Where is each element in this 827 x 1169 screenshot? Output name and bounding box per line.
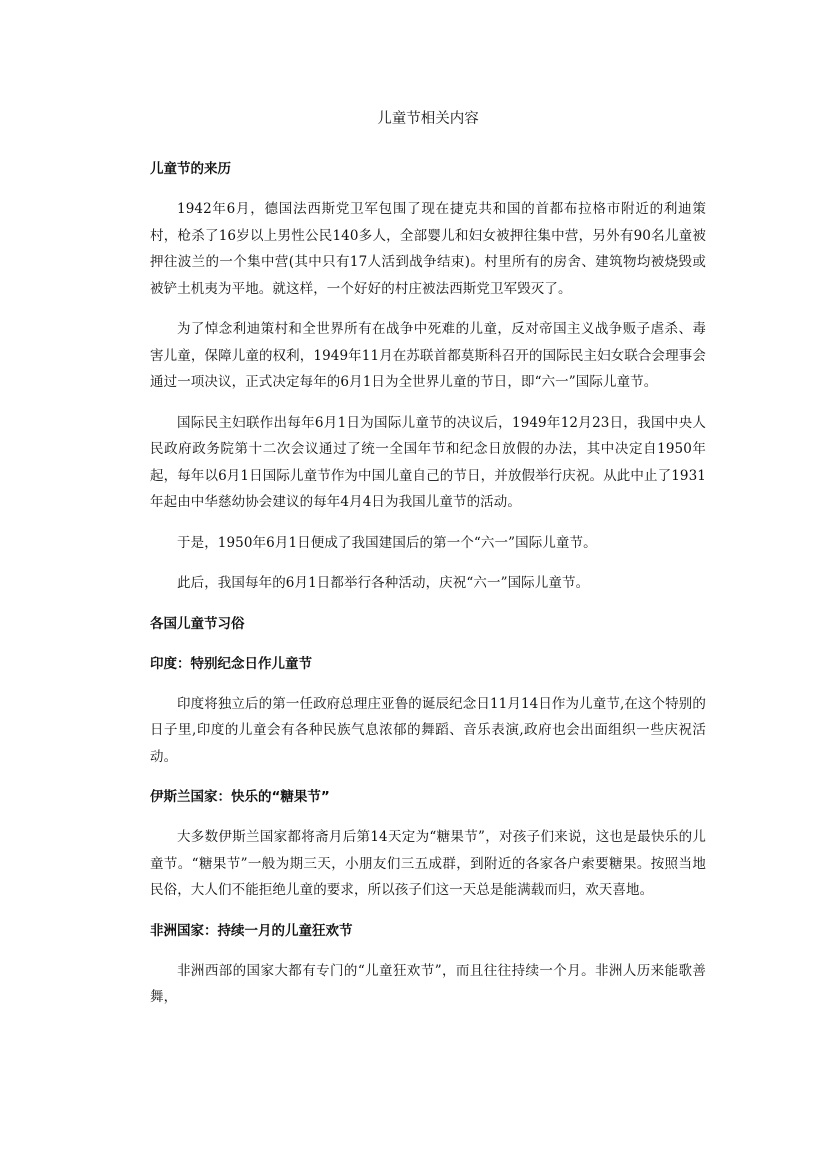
paragraph-first-childrens-day: 于是，1950年6月1日便成了我国建国后的第一个“六一”国际儿童节。	[177, 534, 597, 551]
paragraph-lidice: 1942年6月，德国法西斯党卫军包围了现在捷克共和国的首都布拉格市附近的利迪策村，枪杀了16岁以上男性公民140多人，全部婴儿和妇女被押往集中营，另外有90名儿童被押往波兰的一个集中营(其中只有17人活到战争结束)。村里所有的房舍、建筑物均被烧毁或被铲土机夷为平地。就这样，一个好好的村庄被法西斯党卫军毁灭了。	[150, 201, 706, 297]
paragraph-islamic-countries: 大多数伊斯兰国家都将斋月后第14天定为“糖果节”，对孩子们来说，这也是最快乐的儿童节。“糖果节”一般为期三天，小朋友们三五成群，到附近的各家各户索要糖果。按照当地民俗，大人们不能拒绝儿童的要求，所以孩子们这一天总是能满载而归，欢天喜地。	[150, 829, 706, 898]
paragraph-annual-celebration: 此后，我国每年的6月1日都举行各种活动，庆祝“六一”国际儿童节。	[177, 575, 590, 591]
subheading-africa: 非洲国家：持续一月的儿童狂欢节	[150, 922, 353, 939]
document-title: 儿童节相关内容	[377, 111, 479, 127]
subheading-islamic-countries: 伊斯兰国家：快乐的“糖果节”	[150, 789, 330, 805]
paragraph-china-adoption: 国际民主妇联作出每年6月1日为国际儿童节的决议后，1949年12月23日，我国中央人民政府政务院第十二次会议通过了统一全国年节和纪念日放假的办法，其中决定自1950年起，每年以6月1日国际儿童节作为中国儿童自己的节日，并放假举行庆祝。从此中止了1931年起由中华慈幼协会建议的每年4月4日为我国儿童节的活动。	[150, 414, 706, 510]
paragraph-africa: 非洲西部的国家大都有专门的“儿童狂欢节”，而且往往持续一个月。非洲人历来能歌善舞，	[150, 962, 706, 1005]
paragraph-resolution: 为了悼念利迪策村和全世界所有在战争中死难的儿童，反对帝国主义战争贩子虐杀、毒害儿童，保障儿童的权利，1949年11月在苏联首都莫斯科召开的国际民主妇女联合会理事会通过一项决议，正式决定每年的6月1日为全世界儿童的节日，即“六一”国际儿童节。	[150, 321, 706, 390]
document-body	[150, 106, 706, 1025]
section-heading-origin: 儿童节的来历	[150, 161, 231, 177]
paragraph-india: 印度将独立后的第一任政府总理庄亚鲁的诞辰纪念日11月14日作为儿童节,在这个特别的日子里,印度的儿童会有各种民族气息浓郁的舞蹈、音乐表演,政府也会出面组织一些庆祝活动。	[150, 695, 706, 765]
subheading-india: 印度：特别纪念日作儿童节	[150, 655, 312, 672]
section-heading-customs: 各国儿童节习俗	[150, 615, 245, 632]
